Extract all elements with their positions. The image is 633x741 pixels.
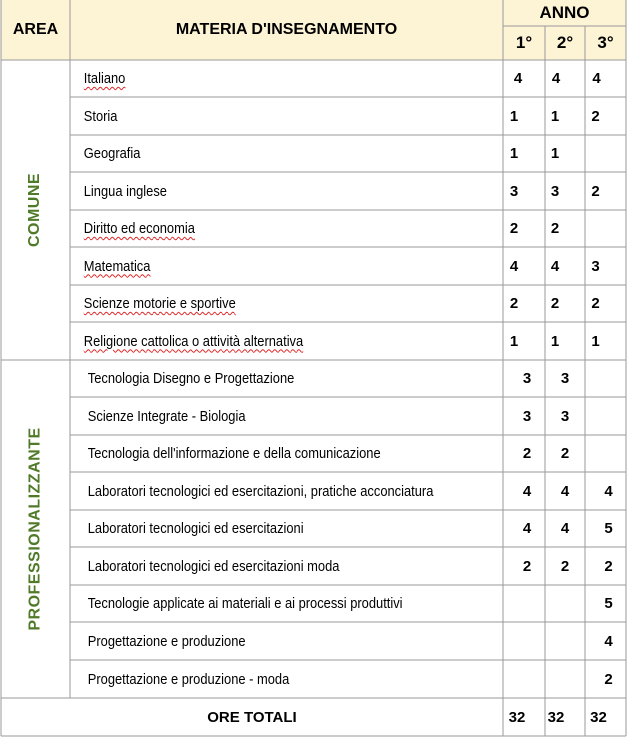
hours-year-1: 2	[509, 220, 519, 237]
hours-year-1: 4	[513, 70, 523, 87]
hours-year-3: 2	[591, 295, 600, 312]
hours-year-1: 4	[522, 520, 532, 537]
hours-year-3: 2	[604, 670, 613, 688]
subject-name: Laboratori tecnologici ed esercitazioni	[87, 520, 304, 537]
subject-name: Progettazione e produzione	[87, 632, 246, 650]
hours-year-1: 2	[522, 557, 532, 575]
header-year-2: 2°	[545, 26, 585, 60]
area-comune-label: COMUNE	[26, 172, 44, 248]
hours-year-1: 4	[509, 257, 519, 275]
subject-name: Religione cattolica o attività alternativa	[83, 332, 304, 350]
hours-year-1: 3	[522, 370, 532, 387]
area-professionalizzante-label: PROFESSIONALIZZANTE	[26, 427, 44, 631]
hours-year-3: 5	[604, 520, 613, 537]
hours-year-2: 2	[550, 220, 560, 237]
hours-year-2: 3	[560, 407, 570, 425]
subject-name: Lingua inglese	[83, 182, 167, 200]
hours-year-2: 4	[560, 520, 570, 537]
hours-year-3: 4	[604, 482, 613, 500]
hours-year-3: 4	[604, 632, 613, 650]
subject-name: Scienze Integrate - Biologia	[87, 407, 246, 425]
subject-name: Tecnologia dell'informazione e della comunicazione	[87, 445, 381, 462]
subject-name: Tecnologia Disegno e Progettazione	[87, 370, 295, 387]
header-year-1: 1°	[503, 26, 545, 60]
subject-name: Laboratori tecnologici ed esercitazioni, pratiche acconciatura	[87, 482, 434, 500]
subject-name: Laboratori tecnologici ed esercitazioni moda	[87, 557, 340, 575]
subject-name: Tecnologie applicate ai materiali e ai processi produttivi	[87, 595, 403, 612]
totals-year-1: 32	[508, 708, 526, 726]
hours-year-1: 2	[509, 295, 519, 312]
subject-name: Diritto ed economia	[83, 220, 195, 237]
hours-year-1: 4	[522, 482, 532, 500]
hours-year-3: 5	[604, 595, 613, 612]
hours-year-3: 4	[592, 70, 601, 87]
header-anno: ANNO	[503, 0, 626, 26]
hours-year-1: 3	[509, 182, 519, 200]
header-year-3: 3°	[585, 26, 626, 60]
hours-year-2: 3	[550, 182, 560, 200]
hours-year-2: 3	[560, 370, 570, 387]
hours-year-2: 4	[551, 70, 561, 87]
hours-year-1: 1	[509, 145, 519, 162]
hours-year-2: 4	[550, 257, 560, 275]
hours-year-3: 1	[591, 332, 600, 350]
hours-year-1: 3	[522, 407, 532, 425]
hours-year-1: 1	[509, 332, 519, 350]
hours-year-2: 2	[560, 557, 570, 575]
hours-year-3: 2	[604, 557, 613, 575]
hours-year-2: 2	[550, 295, 560, 312]
totals-label: ORE TOTALI	[207, 708, 297, 726]
subject-name: Storia	[83, 107, 118, 125]
hours-year-2: 2	[560, 445, 570, 462]
hours-year-3: 3	[591, 257, 600, 275]
totals-year-2: 32	[547, 708, 565, 726]
subject-name: Scienze motorie e sportive	[83, 295, 236, 312]
subject-name: Italiano	[83, 70, 126, 87]
subject-name: Progettazione e produzione - moda	[87, 670, 290, 688]
header-area: AREA	[1, 0, 70, 60]
subject-name: Matematica	[83, 257, 151, 275]
totals-year-3: 32	[590, 708, 607, 726]
hours-year-3: 2	[591, 182, 600, 200]
hours-year-2: 4	[560, 482, 570, 500]
hours-year-1: 1	[509, 107, 519, 125]
header-materia: MATERIA D'INSEGNAMENTO	[70, 0, 503, 60]
hours-year-2: 1	[550, 145, 560, 162]
hours-year-2: 1	[550, 332, 560, 350]
subject-name: Geografia	[83, 145, 141, 162]
hours-year-1: 2	[522, 445, 532, 462]
hours-year-3: 2	[591, 107, 600, 125]
hours-year-2: 1	[550, 107, 560, 125]
